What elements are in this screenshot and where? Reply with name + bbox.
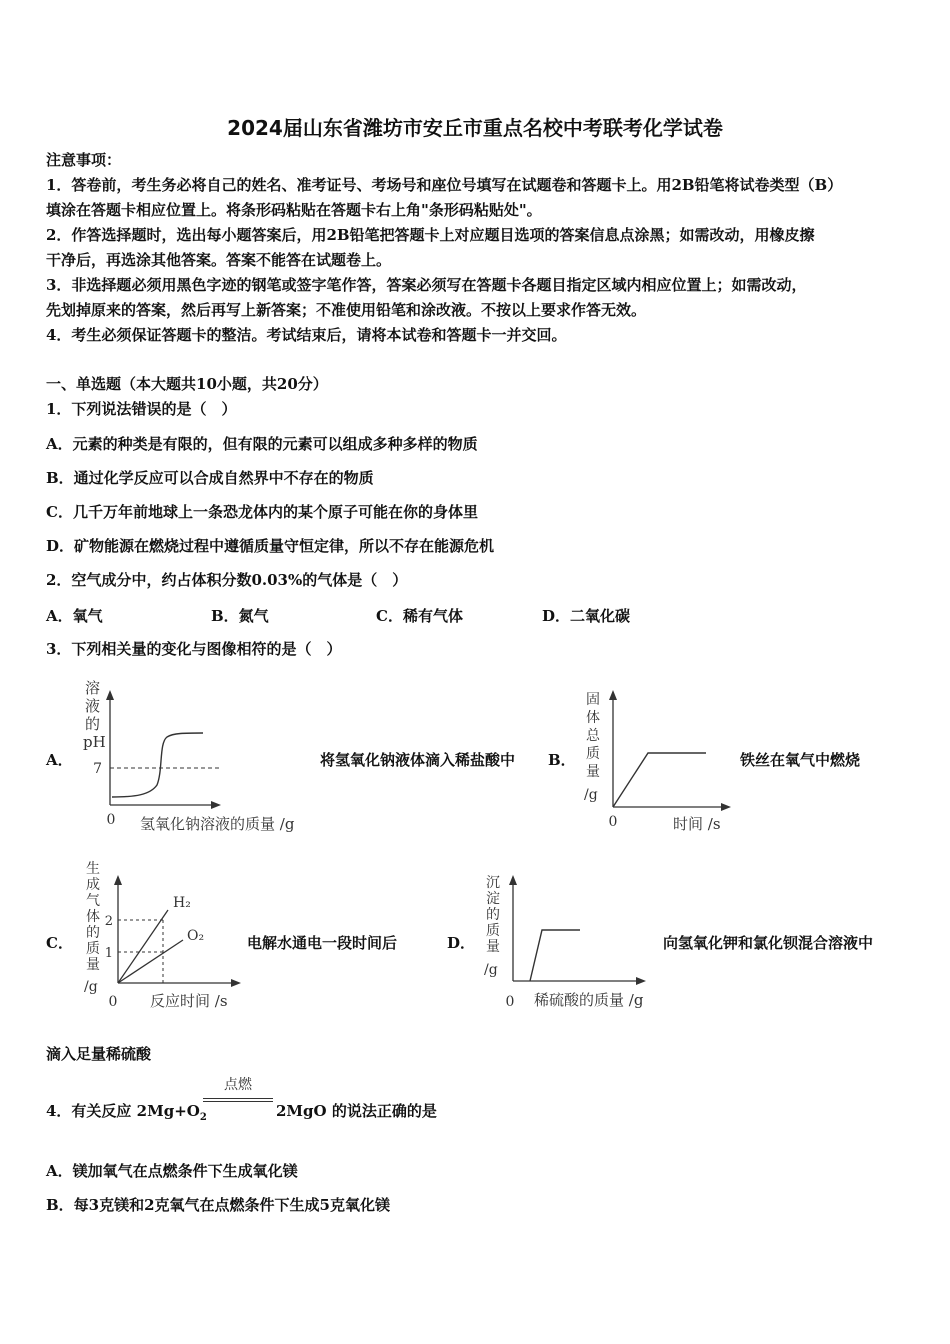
x-axis-arrow-icon — [636, 977, 646, 985]
page-title: 2024届山东省潍坊市安丘市重点名校中考联考化学试卷 — [227, 116, 723, 140]
ylabel-char: /g — [484, 962, 498, 978]
q3-b-caption: 铁丝在氧气中燃烧 — [740, 751, 861, 769]
q3-c-letter: C． — [46, 934, 73, 952]
x-axis-arrow-icon — [231, 979, 241, 987]
ylabel-char: 总 — [586, 728, 600, 744]
tick-label: 2 — [104, 914, 113, 929]
ylabel-char: 成 — [86, 877, 100, 893]
notice-heading: 注意事项： — [46, 151, 122, 169]
ylabel-char: 气 — [86, 893, 100, 909]
tick-label: 1 — [104, 946, 113, 961]
ylabel-char: 体 — [586, 710, 600, 726]
ylabel-char: 的 — [486, 907, 500, 923]
y-axis-arrow-icon — [114, 875, 122, 885]
q4-stem-prefix: 4．有关反应 2Mg+O — [46, 1102, 200, 1120]
q3-graph-a — [75, 675, 325, 840]
q4-option-b: B．每3克镁和2克氧气在点燃条件下生成5克氧化镁 — [46, 1196, 390, 1214]
h2-line — [118, 910, 168, 983]
q3-b-letter: B． — [548, 751, 576, 769]
ylabel-char: 固 — [586, 692, 600, 708]
q1-option-d: D．矿物能源在燃烧过程中遵循质量守恒定律，所以不存在能源危机 — [46, 537, 495, 555]
notice-line: 4．考生必须保证答题卡的整洁。考试结束后，请将本试卷和答题卡一并交回。 — [46, 326, 567, 344]
origin-label: 0 — [505, 994, 515, 1010]
notice-line: 干净后，再选涂其他答案。答案不能答在试题卷上。 — [46, 251, 392, 269]
ylabel-char: 体 — [86, 909, 100, 925]
ylabel-char: 生 — [86, 861, 100, 877]
q2-option-d: D．二氧化碳 — [542, 607, 631, 625]
q3-d-letter: D． — [447, 934, 476, 952]
q1-option-a: A．元素的种类是有限的，但有限的元素可以组成多种多样的物质 — [46, 435, 478, 453]
ylabel-char: 的 — [85, 715, 101, 733]
series-label-o2: O₂ — [187, 928, 205, 944]
q3-d-caption-continuation: 滴入足量稀硫酸 — [46, 1045, 152, 1063]
notice-line: 3．非选择题必须用黑色字迹的钢笔或签字笔作答，答案必须写在答题卡各题目指定区域内相应位置上；如需改动， — [46, 276, 807, 294]
notice-line: 填涂在答题卡相应位置上。将条形码粘贴在答题卡右上角"条形码粘贴处"。 — [46, 201, 542, 219]
ylabel-char: /g — [584, 787, 598, 803]
ylabel-char: 量 — [486, 939, 500, 955]
x-axis-label: 氢氧化钠溶液的质量 /g — [140, 815, 295, 833]
q3-graph-c — [75, 858, 250, 1018]
q1-option-c: C．几千万年前地球上一条恐龙体内的某个原子可能在你的身体里 — [46, 503, 478, 521]
q3-graph-d — [480, 863, 665, 1013]
q1-option-b: B．通过化学反应可以合成自然界中不存在的物质 — [46, 469, 374, 487]
y-axis-arrow-icon — [609, 690, 617, 700]
q2-option-c: C．稀有气体 — [376, 607, 463, 625]
reaction-arrow-line — [203, 1101, 273, 1102]
q3-a-letter: A． — [46, 751, 73, 769]
q2-option-b: B．氮气 — [211, 607, 269, 625]
ylabel-char: 质 — [586, 746, 600, 762]
ylabel-char: 质 — [86, 941, 100, 957]
ylabel-char: 量 — [586, 764, 600, 780]
origin-label: 0 — [608, 814, 618, 830]
notice-line: 先划掉原来的答案，然后再写上新答案；不准使用铅笔和涂改液。不按以上要求作答无效。 — [46, 301, 647, 319]
q4-stem-suffix: 2MgO 的说法正确的是 — [276, 1102, 437, 1120]
section-heading: 一、单选题（本大题共10小题，共20分） — [46, 375, 328, 393]
ylabel-char: 溶 — [85, 679, 101, 697]
q4-stem-subscript: 2 — [199, 1112, 207, 1123]
ylabel-char: 沉 — [486, 875, 500, 891]
tick-label: 7 — [93, 761, 102, 777]
q4-stem — [46, 1100, 437, 1123]
notice-line: 2．作答选择题时，选出每小题答案后，用2B铅笔把答题卡上对应题目选项的答案信息点涂黑；如需改动，用橡皮擦 — [46, 226, 815, 244]
q2-options — [46, 605, 906, 625]
mass-line — [613, 753, 706, 807]
ylabel-char: 质 — [486, 923, 500, 939]
q1-stem: 1．下列说法错误的是（ ） — [46, 400, 237, 418]
o2-line — [118, 940, 183, 983]
x-axis-arrow-icon — [721, 803, 731, 811]
q3-graph-b — [580, 675, 740, 840]
q3-c-caption: 电解水通电一段时间后 — [247, 934, 398, 952]
q2-option-a: A．氧气 — [46, 607, 103, 625]
origin-label: 0 — [106, 812, 116, 828]
precipitate-line — [530, 930, 580, 981]
y-axis-arrow-icon — [509, 875, 517, 885]
x-axis-label: 稀硫酸的质量 /g — [534, 991, 644, 1009]
origin-label: 0 — [108, 994, 118, 1010]
ylabel-char: 淀 — [486, 891, 500, 907]
ylabel-char: pH — [83, 733, 106, 751]
ylabel-char: 量 — [86, 957, 100, 973]
ylabel-char: 的 — [86, 925, 100, 941]
q4-option-a: A．镁加氧气在点燃条件下生成氧化镁 — [46, 1162, 298, 1180]
q3-d-caption: 向氢氧化钾和氯化钡混合溶液中 — [663, 934, 874, 952]
ylabel-char: /g — [84, 979, 98, 995]
reaction-arrow-line — [203, 1098, 273, 1099]
x-axis-label: 时间 /s — [673, 815, 721, 833]
ph-curve — [112, 733, 203, 797]
x-axis-arrow-icon — [211, 801, 221, 809]
q2-stem: 2．空气成分中，约占体积分数0.03%的气体是（ ） — [46, 571, 408, 589]
notice-line: 1．答卷前，考生务必将自己的姓名、准考证号、考场号和座位号填写在试题卷和答题卡上。用2B铅笔将试卷类型（B） — [46, 176, 843, 194]
ylabel-char: 液 — [85, 697, 101, 715]
reaction-condition: 点燃 — [224, 1077, 252, 1093]
series-label-h2: H₂ — [173, 895, 191, 911]
x-axis-label: 反应时间 /s — [150, 992, 228, 1010]
q3-stem: 3．下列相关量的变化与图像相符的是（ ） — [46, 640, 342, 658]
y-axis-arrow-icon — [106, 690, 114, 700]
q3-a-caption: 将氢氧化钠液体滴入稀盐酸中 — [320, 751, 516, 769]
